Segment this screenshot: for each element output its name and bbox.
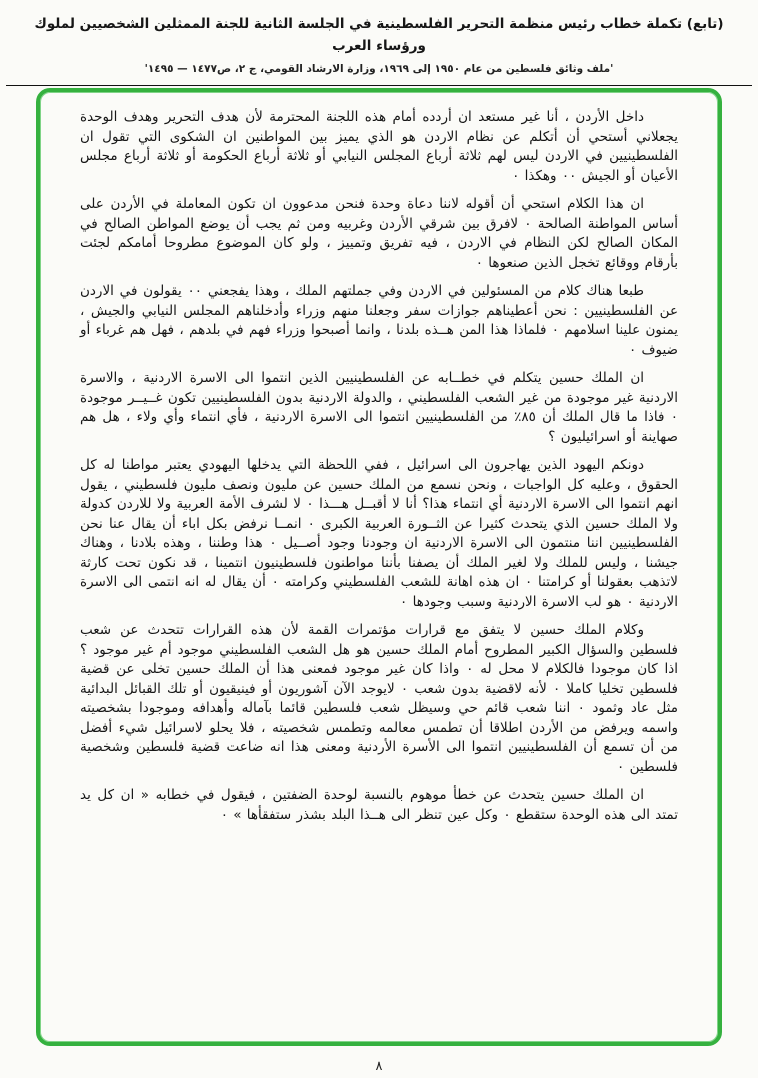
page-footer: [0, 1055, 758, 1074]
body-paragraph: طبعا هناك كلام من المسئولين في الاردن وفي جملتهم الملك ، وهذا يفجعني ٠٠ يقولون في الاردن عن الفلسطينيين : نحن أعطيناهم جوازات سفر وجعلنا منهم وزراء وأدخلناهم المجلس النيابي والجيش ، يمنون علينا اسلامهم ٠ فلماذا هذا المن هــذه بلدنا ، وانما أصبحوا وزراء فهم في بلدهم ، فهل هم غرباء أو ضيوف ٠: [80, 283, 679, 358]
content-border-box: [36, 88, 722, 1046]
document-source-citation: 'ملف وثائق فلسطين من عام ١٩٥٠ إلى ١٩٦٩، وزارة الارشاد القومي، ج ٢، ص١٤٧٧ — ١٤٩٥': [144, 63, 614, 76]
document-title: (تابع) تكملة خطاب رئيس منظمة التحرير الفلسطينية في الجلسة الثانية للجنة الممثلين الشخصيين لملوك ورؤساء العرب: [34, 16, 724, 54]
body-paragraph: ان الملك حسين يتحدث عن خطأ موهوم بالنسبة لوحدة الضفتين ، فيقول في خطابه « ان كل يد تمتد الى هذه الوحدة ستقطع ٠ وكل عين تنظر الى هــذا البلد بشذر ستفقأها » ٠: [80, 787, 678, 823]
header-divider: [6, 85, 752, 86]
body-paragraph: داخل الأردن ، أنا غير مستعد ان أردده أمام هذه اللجنة المحترمة لأن هدف التحرير وهدف الوحدة يجعلاني أستحي أن أتكلم عن نظام الاردن هو الذي يميز بين المواطنين ان الشكوى التي تقول ان الفلسطينيين في الاردن ليس لهم ثلاثة أرباع المجلس النيابي أو ثلاثة أرباع الحكومة أو ثلاثة أرباع مجلس الأعيان أو الجيش ٠٠ وهكذا ٠: [80, 109, 678, 184]
body-paragraph: وكلام الملك حسين لا يتفق مع قرارات مؤتمرات القمة لأن هذه القرارات تتحدث عن شعب فلسطين والسؤال الكبير المطروح أمام الملك حسين هو هل الشعب الفلسطيني موجود أم غير موجود ؟ اذا كان موجودا فالكلام لا محل له ٠ واذا كان غير موجود فمعنى هذا أن الملك حسين تخلى عن قضية فلسطين تخليا كاملا ٠ لأنه لاقضية بدون شعب ٠ لايوجد الآن آشوريون أو فينيقيون أو تلك القبائل البدائية مثل عاد وثمود ٠ اننا شعب قائم حي وسيظل شعب فلسطين قائما بآماله وأهدافه وموجودا بشخصيته واسمه ويرفض من الأردن اطلاقا أن تطمس معالمه وتطمس شخصيته ، فلا يحلو لاسرائيل شيء أفضل من أن تسمع أن الفلسطينيين انتموا الى الأسرة الأردنية ومعنى هذا انه ضاعت قضية فلسطين وشخصية فلسطين ٠: [80, 622, 679, 775]
page-number: ٨: [375, 1059, 383, 1074]
body-paragraph: ان الملك حسين يتكلم في خطــابه عن الفلسطينيين الذين انتموا الى الاسرة الاردنية ، والاسرة الاردنية غير موجودة من غير الشعب الفلسطيني ، والدولة الاردنية بدون الفلسطينيين تكون غــيــر موجودة ٠ فاذا ما قال الملك أن ٨٥٪ من الفلسطينيين انتموا الى الاسرة الاردنية ، فأي انتماء وأي ولاء ، هل هم صهاينة أو اسرائيليون ؟: [80, 370, 678, 445]
body-paragraph: دونكم اليهود الذين يهاجرون الى اسرائيل ، ففي اللحظة التي يدخلها اليهودي يعتبر مواطنا له كل الحقوق ، وعليه كل الواجبات ، ونحن نسمع من الملك حسين عن مليون ونصف مليون فلسطيني ، يقول انهم انتموا الى الاسرة الاردنية أي انتماء هذا؟ أنا لا أقبــل هـــذا ٠ لا لشرف الأمة العربية ولا للاردن كدولة ولا الملك حسين الذي يتحدث كثيرا عن الثــورة العربية الكبرى ٠ انمــا نرفض بكل اباء أن يقال عنا نحن الفلسطينيين اننا منتمون الى الاسرة الاردنية ان وجودنا وجود أصــيل ٠ هذا وطننا ، وهذه بلادنا ، وهناك جيشنا ، وليس للملك ولا لغير الملك أن يصفنا بأننا مواطنون فلسطينيون انتمينا ، قد نكون تحت كارثة لاتذهب بعقولنا أو كرامتنا ٠ ان هذه اهانة للشعب الفلسطيني وكرامته ٠ أن يقال له انه انتمى الى الاسرة الاردنية ٠ هو لب الاسرة الاردنية وسبب وجودها ٠: [80, 457, 678, 610]
body-paragraph: ان هذا الكلام استحي أن أقوله لاننا دعاة وحدة فنحن مدعوون ان تكون المعاملة في الأردن على أساس المواطنة الصالحة ٠ لافرق بين شرقي الأردن وغربيه ومن ثم يجب أن يوضع المواطن الصالح في المكان الصالح لكن النظام في الاردن ، فيه تفريق وتمييز ، ولو كان الموضوع مطروحا أمامكم لجئت بأرقام ووقائع تخجل الذين صنعوها ٠: [80, 196, 678, 271]
document-header: [0, 0, 758, 75]
